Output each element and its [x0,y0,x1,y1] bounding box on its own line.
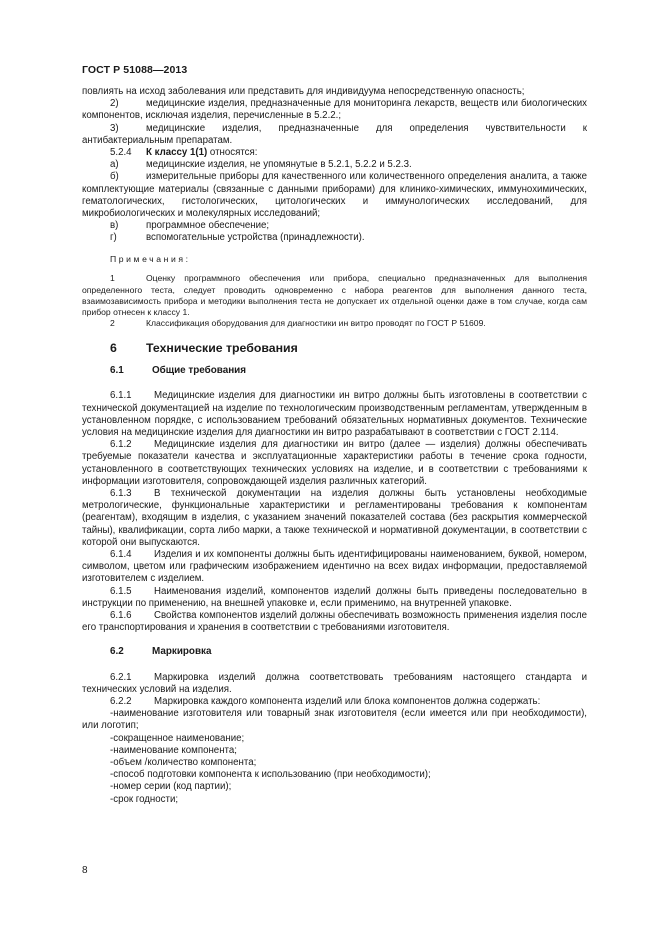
note-text: Оценку программного обеспечения или прибора, специально предназначенных для выполнения определенного теста, следует проводить одновременно с набора реагентов для выполнения данного теста, взаимозависимость прибора и методики выполнения теста не допускает их отдельной оценки даже в том случае, когда сам прибор отнесен к классу 1. [82,273,587,317]
clause-number: 6.1.5 [110,585,132,597]
document-body [82,86,587,806]
list-item: -объем /количество компонента; [110,757,257,768]
clause-text: Медицинские изделия для диагностики ин витро должны быть изготовлены в соответствии с технической документацией на изделие по технологическим производственным регламентам, утвержденным в установленном порядке, с использованием требований обязательных нормативных документов. Технические условия на медицинские изделия для диагностики ин витро разрабатывают в соответствии с ГОСТ 2.114. [82,390,587,438]
clause-6-1-3 [82,488,587,549]
note-text: Классификация оборудования для диагностики ин витро проводят по ГОСТ Р 51609. [146,317,486,328]
clause-6-1-1 [82,390,587,439]
clause-6-1-2 [82,439,587,488]
section-6-heading [82,342,587,354]
clause-6-1-6 [82,610,587,634]
list-number: 2) [110,98,119,110]
list-item: -наименование компонента; [110,744,237,756]
section-6-2-heading [82,646,587,658]
clause-rest: относятся: [207,147,258,159]
clause-text: Маркировка каждого компонента изделий или блока компонентов должна содержать: [154,695,541,707]
clause-number: 6.1.3 [110,487,132,499]
clause-text: Изделия и их компоненты должны быть идентифицированы наименованием, буквой, номером, символом, цветом или графическим изображением идентично на всех видах информации, предоставляемой изготовителем с изделием. [82,548,587,585]
paragraph-intro: повлиять на исход заболевания или представить для индивидуума непосредственную опасность; [82,86,525,97]
list-text: измерительные приборы для качественного или количественного определения аналита, а также комплектующие материалы (связанные с данными приборами) для клинико-химических, иммунохимических, гематологических, гистологических, цитологических и иммунологических исследований, для микробиологических и молекулярных исследований; [82,171,587,220]
list-text: медицинские изделия, не упомянутые в 5.2.1, 5.2.2 и 5.2.3. [146,159,412,171]
section-title: Общие требования [152,365,247,377]
clause-6-2-1 [82,672,587,696]
note-2 [82,318,587,329]
list-item: -номер серии (код партии); [110,781,232,793]
section-6-1-heading [82,365,587,377]
list-number: г) [110,232,117,244]
clause-6-1-5 [82,586,587,610]
document-header: ГОСТ Р 51088—2013 [82,64,188,76]
note-1 [82,273,587,317]
note-number: 2 [110,317,115,328]
clause-6-1-4 [82,549,587,586]
clause-item-v [82,220,587,232]
clause-6-2-2 [82,696,587,708]
list-number: б) [110,171,119,183]
section-number: 6.2 [110,646,124,658]
list-number: 3) [110,122,119,134]
section-title: Маркировка [152,646,212,658]
note-number: 1 [110,273,115,284]
clause-item-a [82,159,587,171]
notes-title: Примечания: [110,253,191,264]
spacer [82,634,587,646]
clause-number: 6.2.2 [110,695,132,707]
clause-number: 5.2.4 [110,147,132,159]
clause-text: В технической документации на изделия должны быть установлены необходимые метрологические, функциональные характеристики и регламентированы требования к компонентам (реагентам), входящим в изделия, с указанием значений показателей состава (без раскрытия коммерческой тайны), квалификации, сорта либо марки, а также технической и нормативной документации, в соответствии с которой они выпускаются. [82,487,587,548]
page-number: 8 [82,865,88,876]
list-text: программное обеспечение; [146,220,270,232]
clause-text: Свойства компонентов изделий должны обеспечивать возможность применения изделия после его транспортирования и хранения в соответствии с требованиями изготовителя. [82,609,587,634]
clause-number: 6.1.2 [110,439,132,451]
list-item: -наименование изготовителя или товарный знак изготовителя (если имеется или при необходимости), или логотип; [82,708,587,732]
clause-text: Маркировка изделий должна соответствовать требованиям настоящего стандарта и технических условий на изделия. [82,671,587,695]
clause-number: 6.1.6 [110,609,132,621]
list-number: а) [110,159,119,171]
list-item: -срок годности; [110,793,179,805]
clause-number: 6.1.1 [110,390,132,402]
clause-number: 6.2.1 [110,671,132,683]
clause-item-g [82,232,587,244]
clause-text: Наименования изделий, компонентов изделий должны быть приведены последовательно в инструкции по применению, на внешней упаковке и, если применимо, на внутренней упаковке. [82,585,587,609]
clause-number: 6.1.4 [110,548,132,560]
section-title: Технические требования [146,340,298,355]
clause-text: Медицинские изделия для диагностики ин витро (далее — изделия) должны обеспечивать требуемые показатели качества и эксплуатационные характеристики работы в течение срока годности, установленного в соответствующих технических условиях на изделие, и в соответствии с требованиями к информации изготовителя, сопровождающей изделия различных категорий. [82,439,587,487]
list-number: в) [110,220,119,232]
clause-item-b [82,171,587,220]
list-text: медицинские изделия, предназначенные для определения чувствительности к антибактериальным препаратам. [82,122,587,146]
section-number: 6.1 [110,365,124,377]
clause-bold-label: К классу 1(1) [146,147,208,159]
clause-5-2-4 [82,147,587,159]
list-item-3 [82,123,587,147]
list-item: -сокращенное наименование; [110,732,245,744]
list-item: -способ подготовки компонента к использованию (при необходимости); [110,769,431,781]
section-number: 6 [110,340,117,355]
list-text: вспомогательные устройства (принадлежности). [146,232,365,244]
list-text: медицинские изделия, предназначенные для мониторинга лекарств, веществ или биологических компонентов, исключая изделия, перечисленные в 5.2.2.; [82,98,587,122]
list-item-2 [82,98,587,122]
